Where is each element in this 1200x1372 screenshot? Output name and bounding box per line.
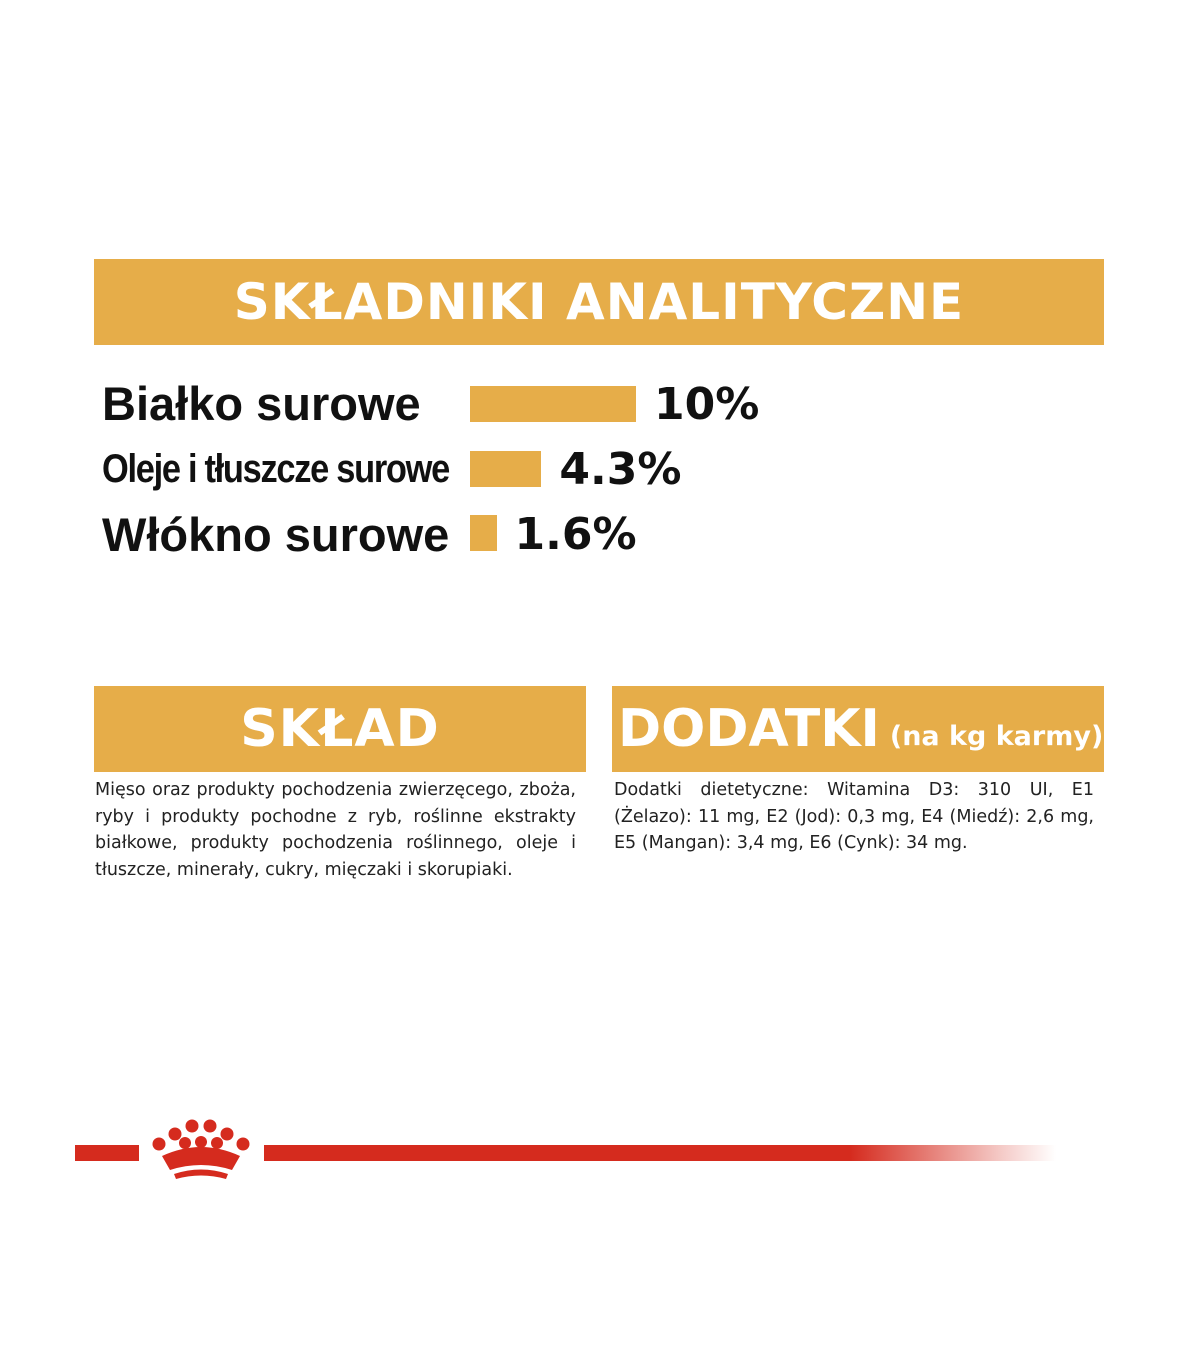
nutrient-bar-protein (470, 386, 636, 422)
composition-header (94, 686, 586, 772)
nutrient-label-fibre: Włókno surowe (102, 508, 450, 561)
analytic-header (94, 259, 1104, 345)
additives-subtitle: (na kg karmy) (889, 720, 1104, 752)
nutrient-value-protein: 10% (654, 379, 760, 430)
composition-text: Mięso oraz produkty pochodzenia zwierzęcego, zboża, ryby i produkty pochodne z ryb, roślinne ekstrakty białkowe, produkty pochodzenia roślinnego, oleje i tłuszcze, minerały, cukry, mięczaki i skorupiaki. (95, 780, 576, 880)
nutrient-bar-fat (470, 451, 541, 487)
nutrient-value-fibre: 1.6% (514, 509, 637, 560)
analytic-title: SKŁADNIKI ANALITYCZNE (233, 273, 965, 331)
footer-line-right (264, 1145, 1056, 1161)
nutrient-value-fat: 4.3% (559, 444, 682, 495)
footer-line-left (75, 1145, 139, 1161)
additives-header (612, 686, 1104, 772)
nutrient-bar-fibre (470, 515, 497, 551)
nutrient-label-protein: Białko surowe (102, 377, 421, 430)
additives-text: Dodatki dietetyczne: Witamina D3: 310 UI, E1 (Żelazo): 11 mg, E2 (Jod): 0,3 mg, E4 (Miedź): 2,6 mg, E5 (Mangan): 3,4 mg, E6 (Cynk): 34 mg. (614, 780, 1094, 853)
nutrient-label-fat: Oleje i tłuszcze surowe (102, 447, 449, 491)
royal-canin-crown-icon (148, 1118, 254, 1180)
composition-title: SKŁAD (240, 699, 440, 759)
additives-title: DODATKI (618, 699, 880, 759)
